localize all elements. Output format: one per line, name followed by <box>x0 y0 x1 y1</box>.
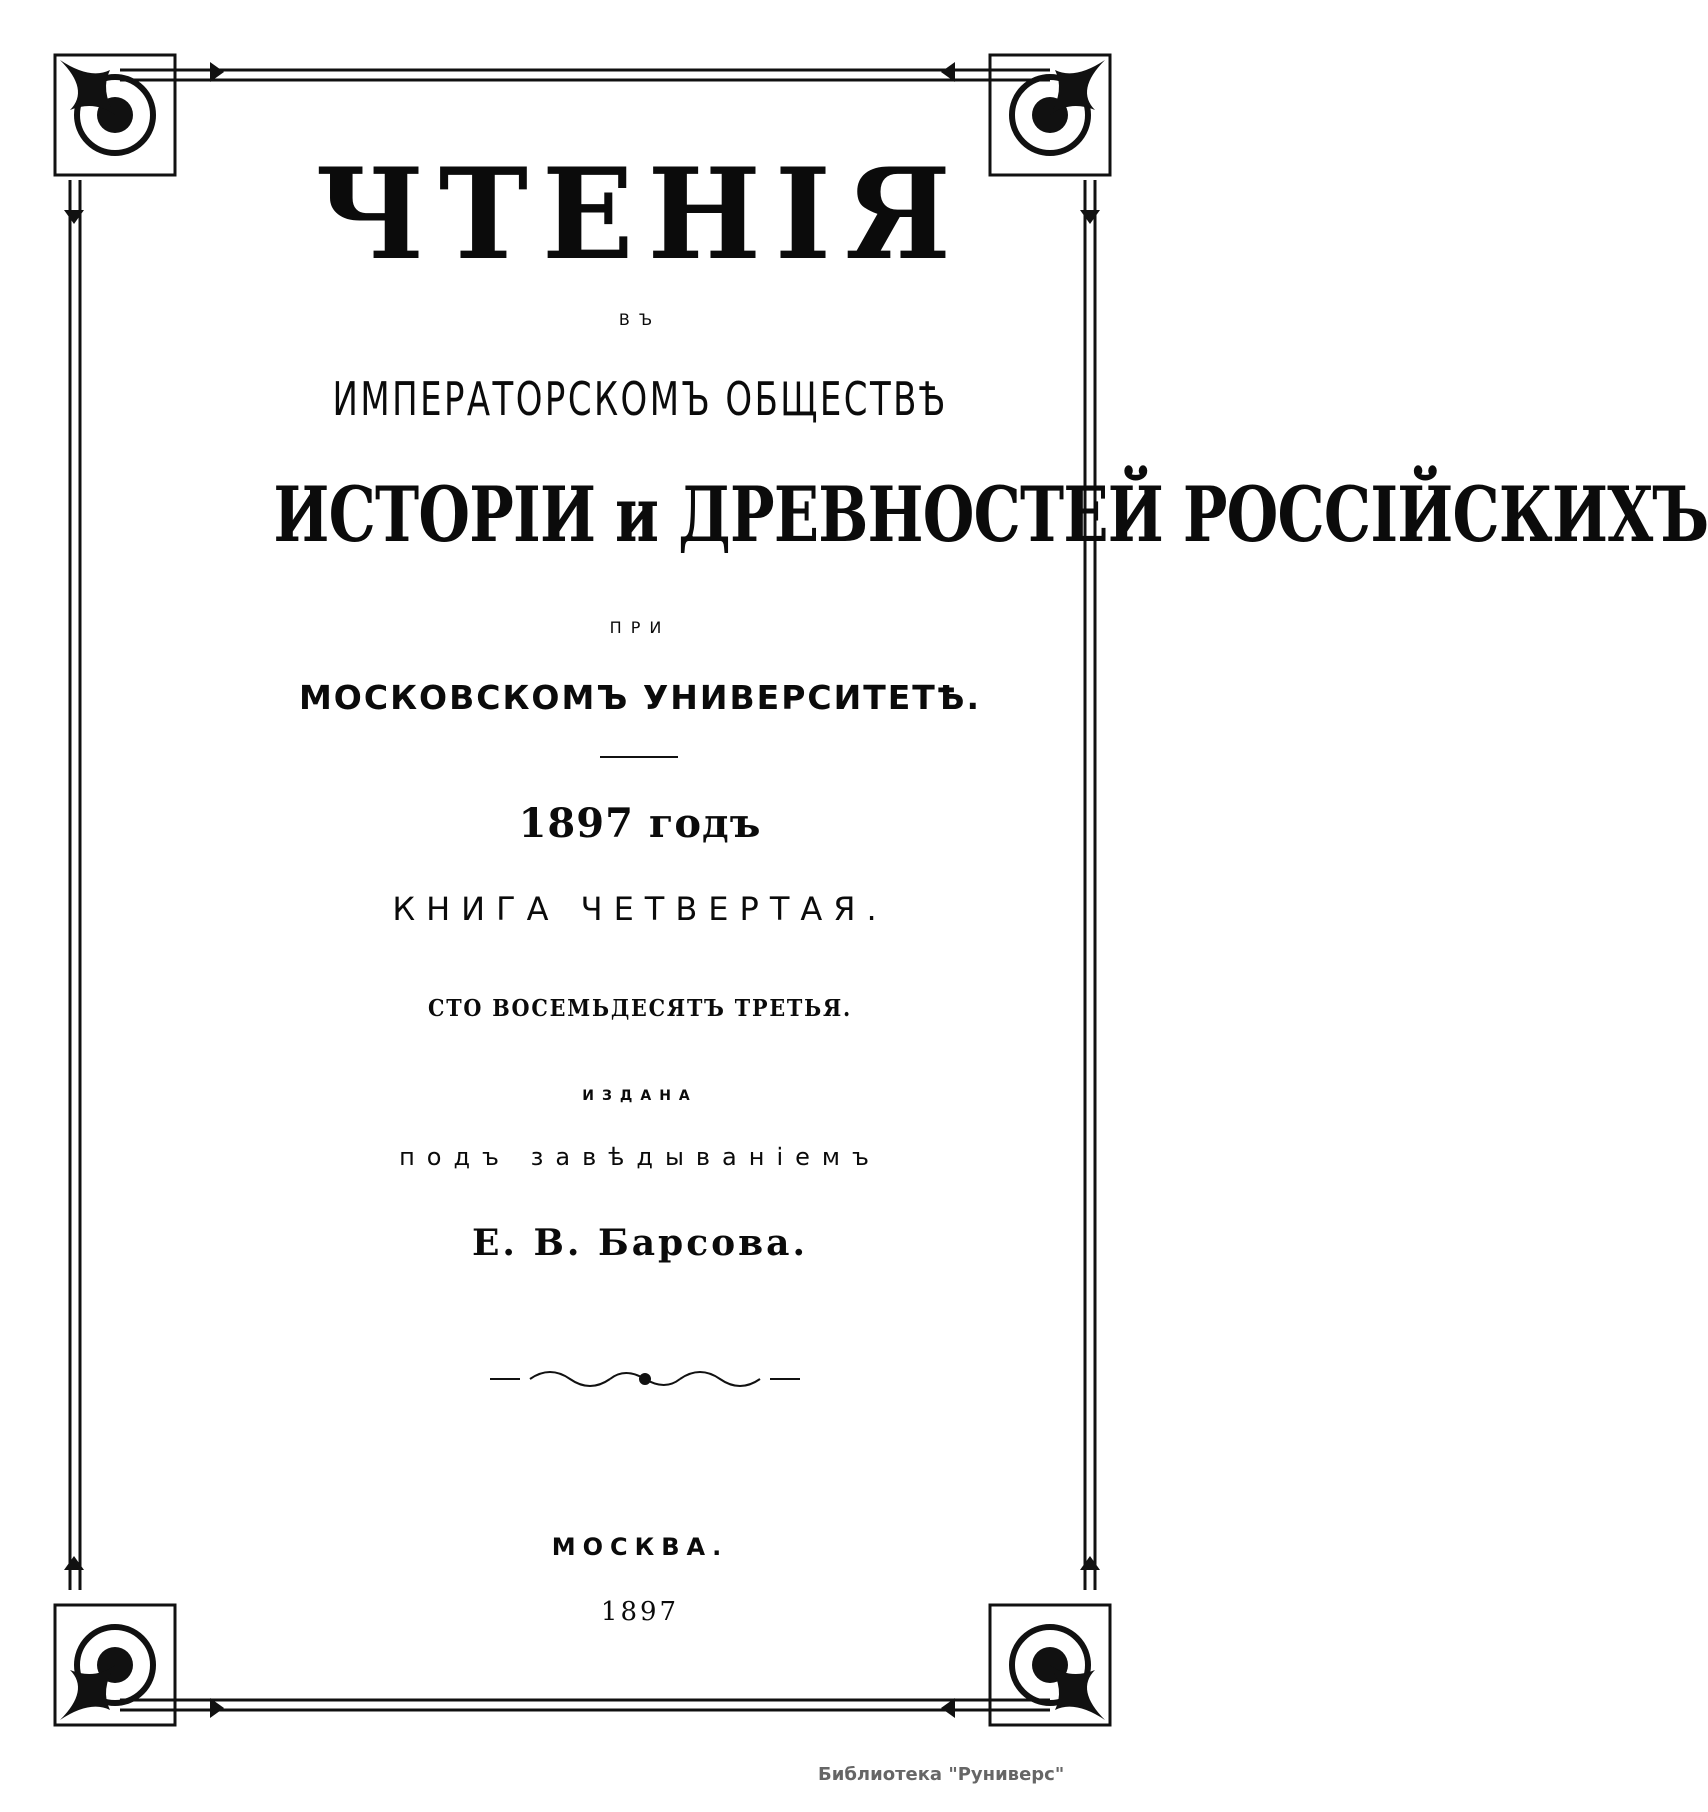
publication-year: 1897 <box>600 1597 680 1627</box>
corner-ornament-bottom-left <box>55 1605 175 1725</box>
flourish-ornament <box>480 1362 810 1396</box>
university-line: МОСКОВСКОМЪ УНИВЕРСИТЕТѢ. <box>298 678 982 717</box>
editor-label: подъ завѣдываніемъ <box>399 1143 881 1171</box>
book-number-line: СТО ВОСЕМЬДЕСЯТЪ ТРЕТЬЯ. <box>427 995 853 1022</box>
divider-rule <box>600 756 678 758</box>
history-line: ИСТОРІИ и ДРЕВНОСТЕЙ РОССІЙСКИХЪ <box>273 470 1708 559</box>
published-label: ИЗДАНА <box>582 1088 698 1104</box>
preposition-pri: ПРИ <box>609 618 671 637</box>
corner-ornament-top-left <box>55 55 175 175</box>
preposition-v: ВЪ <box>618 310 662 329</box>
main-title: ЧТЕНІЯ <box>315 140 965 289</box>
society-line: ИМПЕРАТОРСКОМЪ ОБЩЕСТВѢ <box>332 372 948 426</box>
library-watermark: Библиотека "Руниверс" <box>818 1764 1065 1785</box>
year-line: 1897 годъ <box>518 800 762 847</box>
book-line: КНИГА ЧЕТВЕРТАЯ. <box>392 890 888 928</box>
place-of-publication: МОСКВА. <box>551 1533 729 1561</box>
editor-name: Е. В. Барсова. <box>471 1222 809 1264</box>
